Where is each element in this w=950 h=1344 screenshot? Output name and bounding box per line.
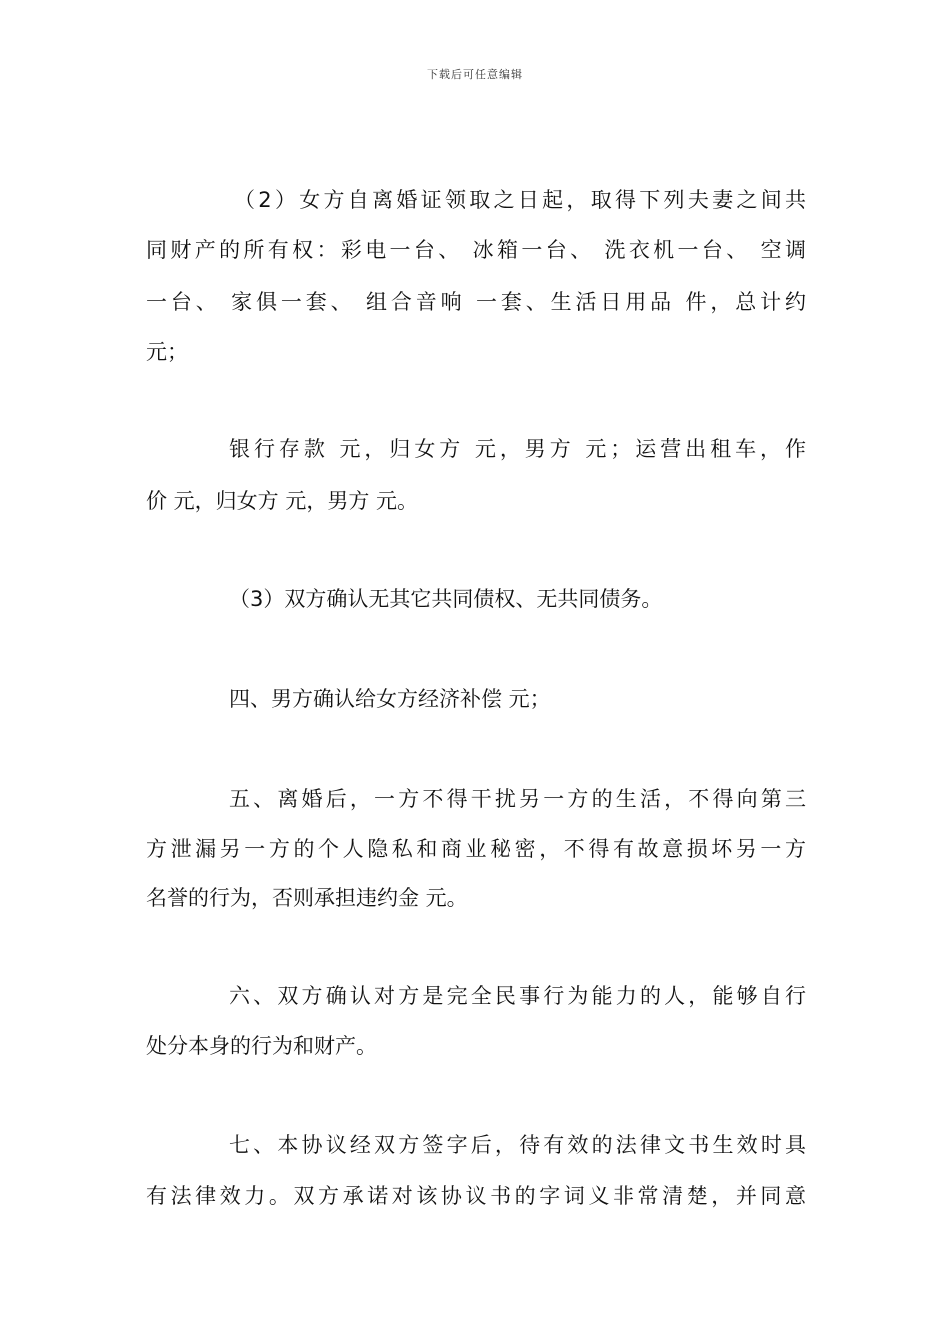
clause-5-line-3: 名誉的行为，否则承担违约金 元。 — [146, 886, 468, 910]
clause-4: 四、男方确认给女方经济补偿 元； — [229, 687, 551, 711]
clause-5-line-1: 五、离婚后，一方不得干扰另一方的生活，不得向第三 — [229, 787, 806, 811]
bank-deposit-line-2: 价 元，归女方 元，男方 元。 — [146, 489, 419, 513]
paragraph-2-line-1: （2）女方自离婚证领取之日起，取得下列夫妻之间共 — [234, 188, 806, 212]
clause-7-line-2: 有法律效力。双方承诺对该协议书的字词义非常清楚，并同意 — [146, 1184, 806, 1208]
paragraph-2-line-3: 一台、 家俱一套、 组合音响 一套、生活日用品 件，总计约 — [146, 290, 806, 314]
clause-7-line-1: 七、本协议经双方签字后，待有效的法律文书生效时具 — [229, 1133, 806, 1157]
paragraph-2-line-4: 元； — [146, 340, 188, 364]
clause-6-line-1: 六、双方确认对方是完全民事行为能力的人，能够自行 — [229, 984, 806, 1008]
page-header: 下载后可任意编辑 — [427, 68, 523, 81]
bank-deposit-line-1: 银行存款 元，归女方 元，男方 元；运营出租车，作 — [229, 437, 806, 461]
clause-6-line-2: 处分本身的行为和财产。 — [146, 1034, 377, 1058]
clause-5-line-2: 方泄漏另一方的个人隐私和商业秘密，不得有故意损坏另一方 — [146, 837, 806, 861]
paragraph-3: （3）双方确认无其它共同债权、无共同债务。 — [229, 587, 663, 611]
paragraph-2-line-2: 同财产的所有权：彩电一台、 冰箱一台、 洗衣机一台、 空调 — [146, 238, 806, 262]
